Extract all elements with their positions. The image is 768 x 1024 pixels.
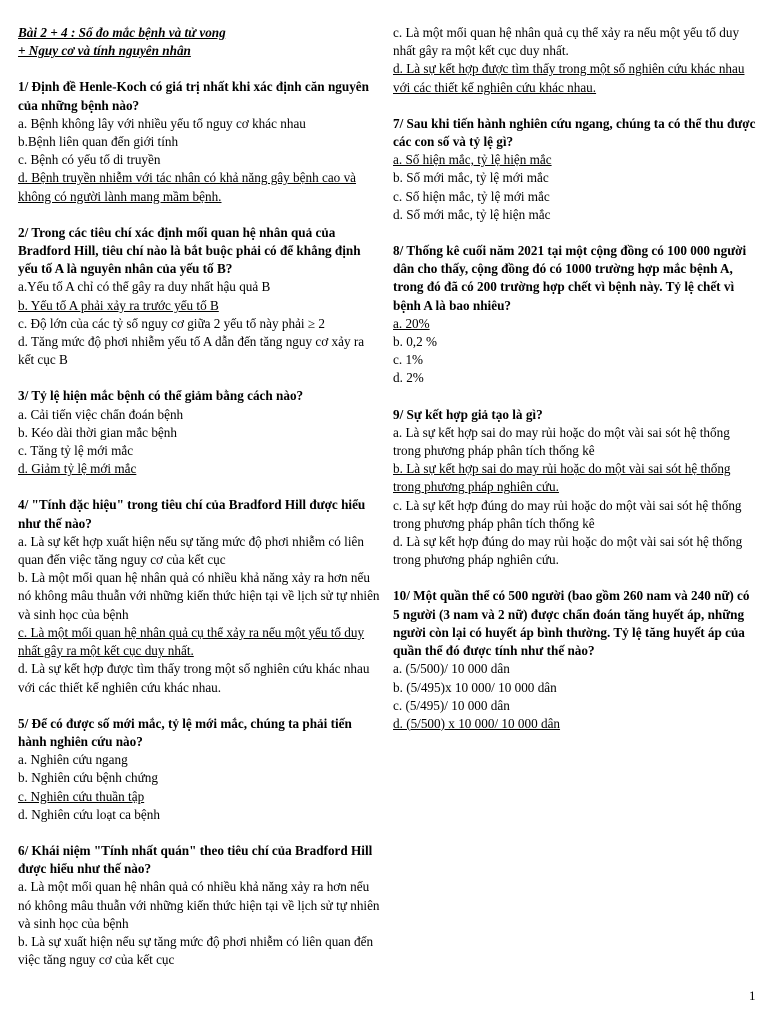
- question-block: [18, 387, 380, 478]
- answer-option: a.Yếu tố A chỉ có thể gây ra duy nhất hậu quả B: [18, 279, 271, 295]
- question-text: 9/ Sự kết hợp giả tạo là gì?: [393, 406, 543, 422]
- question-text: 7/ Sau khi tiến hành nghiên cứu ngang, chúng ta có thể thu được các con số và tỷ lệ gì?: [393, 115, 756, 150]
- answer-option-correct: a. 20%: [393, 315, 430, 331]
- header-subtitle: + Nguy cơ và tính nguyên nhân: [18, 43, 191, 59]
- answer-option: d. Nghiên cứu loạt ca bệnh: [18, 806, 160, 822]
- answer-option: c. Là sự kết hợp đúng do may rủi hoặc do một vài sai sót hệ thống trong phương pháp phân tích thống kê: [393, 497, 742, 531]
- answer-option: c. Bệnh có yếu tố di truyền: [18, 152, 161, 168]
- answer-option: b. (5/495)x 10 000/ 10 000 dân: [393, 679, 557, 695]
- answer-option: a. Cải tiến việc chẩn đoán bệnh: [18, 406, 184, 422]
- question-block: [393, 242, 759, 388]
- document-header: [18, 24, 380, 60]
- answer-option: b. Số mới mắc, tỷ lệ mới mắc: [393, 170, 549, 186]
- answer-option: d. Là sự kết hợp đúng do may rủi hoặc do một vài sai sót hệ thống trong phương pháp nghiên cứu.: [393, 534, 743, 568]
- answer-option: a. Là một mối quan hệ nhân quả có nhiều khả năng xảy ra hơn nếu nó không mâu thuẫn với những kiến thức hiện tại về lịch sử tự nhiên và sinh học của bệnh: [18, 879, 380, 931]
- question-6-continued: [393, 24, 759, 97]
- answer-option-correct: b. Là sự kết hợp sai do may rủi hoặc do một vài sai sót hệ thống trong phương pháp nghiên cứu.: [393, 461, 731, 495]
- answer-option: a. Là sự kết hợp xuất hiện nếu sự tăng mức độ phơi nhiễm có liên quan đến việc tăng nguy cơ của kết cục: [18, 533, 364, 568]
- header-title: Bài 2 + 4 : Số đo mắc bệnh và tử vong: [18, 25, 226, 40]
- question-text: 8/ Thống kê cuối năm 2021 tại một cộng đồng có 100 000 người dân cho thấy, cộng đồng đó có 1000 trường hợp mắc bệnh A, trong đó đã có 200 trường hợp chết vì bệnh này. Tỷ lệ chết vì bệnh A là bao nhiêu?: [393, 243, 747, 313]
- answer-option: b. 0,2 %: [393, 334, 437, 350]
- answer-option: d. Số mới mắc, tỷ lệ hiện mắc: [393, 206, 551, 222]
- answer-option: d. Tăng mức độ phơi nhiễm yếu tố A dẫn đến tăng nguy cơ xảy ra kết cục B: [18, 334, 365, 368]
- answer-option: b. Là sự xuất hiện nếu sự tăng mức độ phơi nhiễm có liên quan đến việc tăng nguy cơ của kết cục: [18, 933, 374, 968]
- answer-option: a. Bệnh không lây với nhiều yếu tố nguy cơ khác nhau: [18, 115, 306, 131]
- question-text: 1/ Định đề Henle-Koch có giá trị nhất khi xác định căn nguyên của những bệnh nào?: [18, 79, 369, 113]
- question-text: 10/ Một quần thể có 500 người (bao gồm 260 nam và 240 nữ) có 5 người (3 nam và 2 nữ) được chẩn đoán tăng huyết áp, những người còn lại có huyết áp bình thường. Tỷ lệ tăng huyết áp của quần thể đó được tính như thế nào?: [393, 588, 750, 659]
- question-block: [18, 224, 380, 370]
- answer-option-correct: d. Là sự kết hợp được tìm thấy trong một số nghiên cứu khác nhau với các thiết kế nghiên cứu khác nhau.: [393, 61, 745, 95]
- answer-option-correct: c. Là một mối quan hệ nhân quả cụ thể xảy ra nếu một yếu tố duy nhất gây ra một kết cục duy nhất.: [18, 624, 365, 659]
- answer-option-correct: d. (5/500) x 10 000/ 10 000 dân: [393, 715, 561, 731]
- answer-option: a. (5/500)/ 10 000 dân: [393, 661, 510, 677]
- answer-option: c. 1%: [393, 352, 424, 368]
- answer-option: a. Là sự kết hợp sai do may rủi hoặc do một vài sai sót hệ thống trong phương pháp phân tích thống kê: [393, 424, 730, 459]
- right-column: [393, 24, 759, 751]
- answer-option-correct: d. Giảm tỷ lệ mới mắc: [18, 461, 137, 477]
- answer-option: b. Nghiên cứu bệnh chứng: [18, 770, 158, 786]
- answer-option: c. Là một mối quan hệ nhân quả cụ thể xảy ra nếu một yếu tố duy nhất gây ra một kết cục duy nhất.: [393, 25, 740, 59]
- question-text: 5/ Để có được số mới mắc, tỷ lệ mới mắc, chúng ta phải tiến hành nghiên cứu nào?: [18, 715, 352, 749]
- left-column: [18, 24, 380, 987]
- answer-option: c. (5/495)/ 10 000 dân: [393, 697, 510, 713]
- answer-option-correct: c. Nghiên cứu thuần tập: [18, 788, 145, 804]
- answer-option: c. Tăng tỷ lệ mới mắc: [18, 443, 134, 459]
- question-block: [18, 842, 380, 969]
- question-block: [393, 406, 759, 570]
- answer-option-correct: b. Yếu tố A phải xảy ra trước yếu tố B: [18, 297, 219, 313]
- answer-option: a. Nghiên cứu ngang: [18, 752, 128, 768]
- right-question-list: [393, 115, 759, 733]
- question-text: 6/ Khái niệm "Tính nhất quán" theo tiêu chí của Bradford Hill được hiểu như thế nào?: [18, 842, 373, 877]
- question-block: [18, 715, 380, 824]
- question-text: 3/ Tỷ lệ hiện mắc bệnh có thể giảm bằng cách nào?: [18, 388, 304, 404]
- answer-option: b. Kéo dài thời gian mắc bệnh: [18, 424, 177, 440]
- answer-option-correct: a. Số hiện mắc, tỷ lệ hiện mắc: [393, 152, 552, 168]
- answer-option: d. Là sự kết hợp được tìm thấy trong một số nghiên cứu khác nhau với các thiết kế nghiên cứu khác nhau.: [18, 661, 370, 695]
- answer-option: b.Bệnh liên quan đến giới tính: [18, 134, 179, 150]
- page-number: 1: [749, 988, 756, 1003]
- answer-option: c. Độ lớn của các tỷ số nguy cơ giữa 2 yếu tố này phải ≥ 2: [18, 315, 326, 331]
- question-block: [18, 496, 380, 696]
- left-question-list: [18, 78, 380, 969]
- answer-option: b. Là một mối quan hệ nhân quả có nhiều khả năng xảy ra hơn nếu nó không mâu thuẫn với những kiến thức hiện tại về lịch sử tự nhiên và sinh học của bệnh: [18, 570, 380, 622]
- question-block: [393, 115, 759, 224]
- answer-option-correct: d. Bệnh truyền nhiễm với tác nhân có khả năng gây bệnh cao và không có người lành mang mầm bệnh.: [18, 170, 357, 204]
- question-text: 2/ Trong các tiêu chí xác định mối quan hệ nhân quả của Bradford Hill, tiêu chí nào là bắt buộc phải có để khẳng định yếu tố A là nguyên nhân của yếu tố B?: [18, 224, 361, 277]
- answer-option: d. 2%: [393, 370, 424, 386]
- question-text: 4/ "Tính đặc hiệu" trong tiêu chí của Bradford Hill được hiểu như thế nào?: [18, 497, 366, 531]
- question-block: [18, 78, 380, 205]
- answer-option: c. Số hiện mắc, tỷ lệ mới mắc: [393, 188, 550, 204]
- question-block: [393, 587, 759, 733]
